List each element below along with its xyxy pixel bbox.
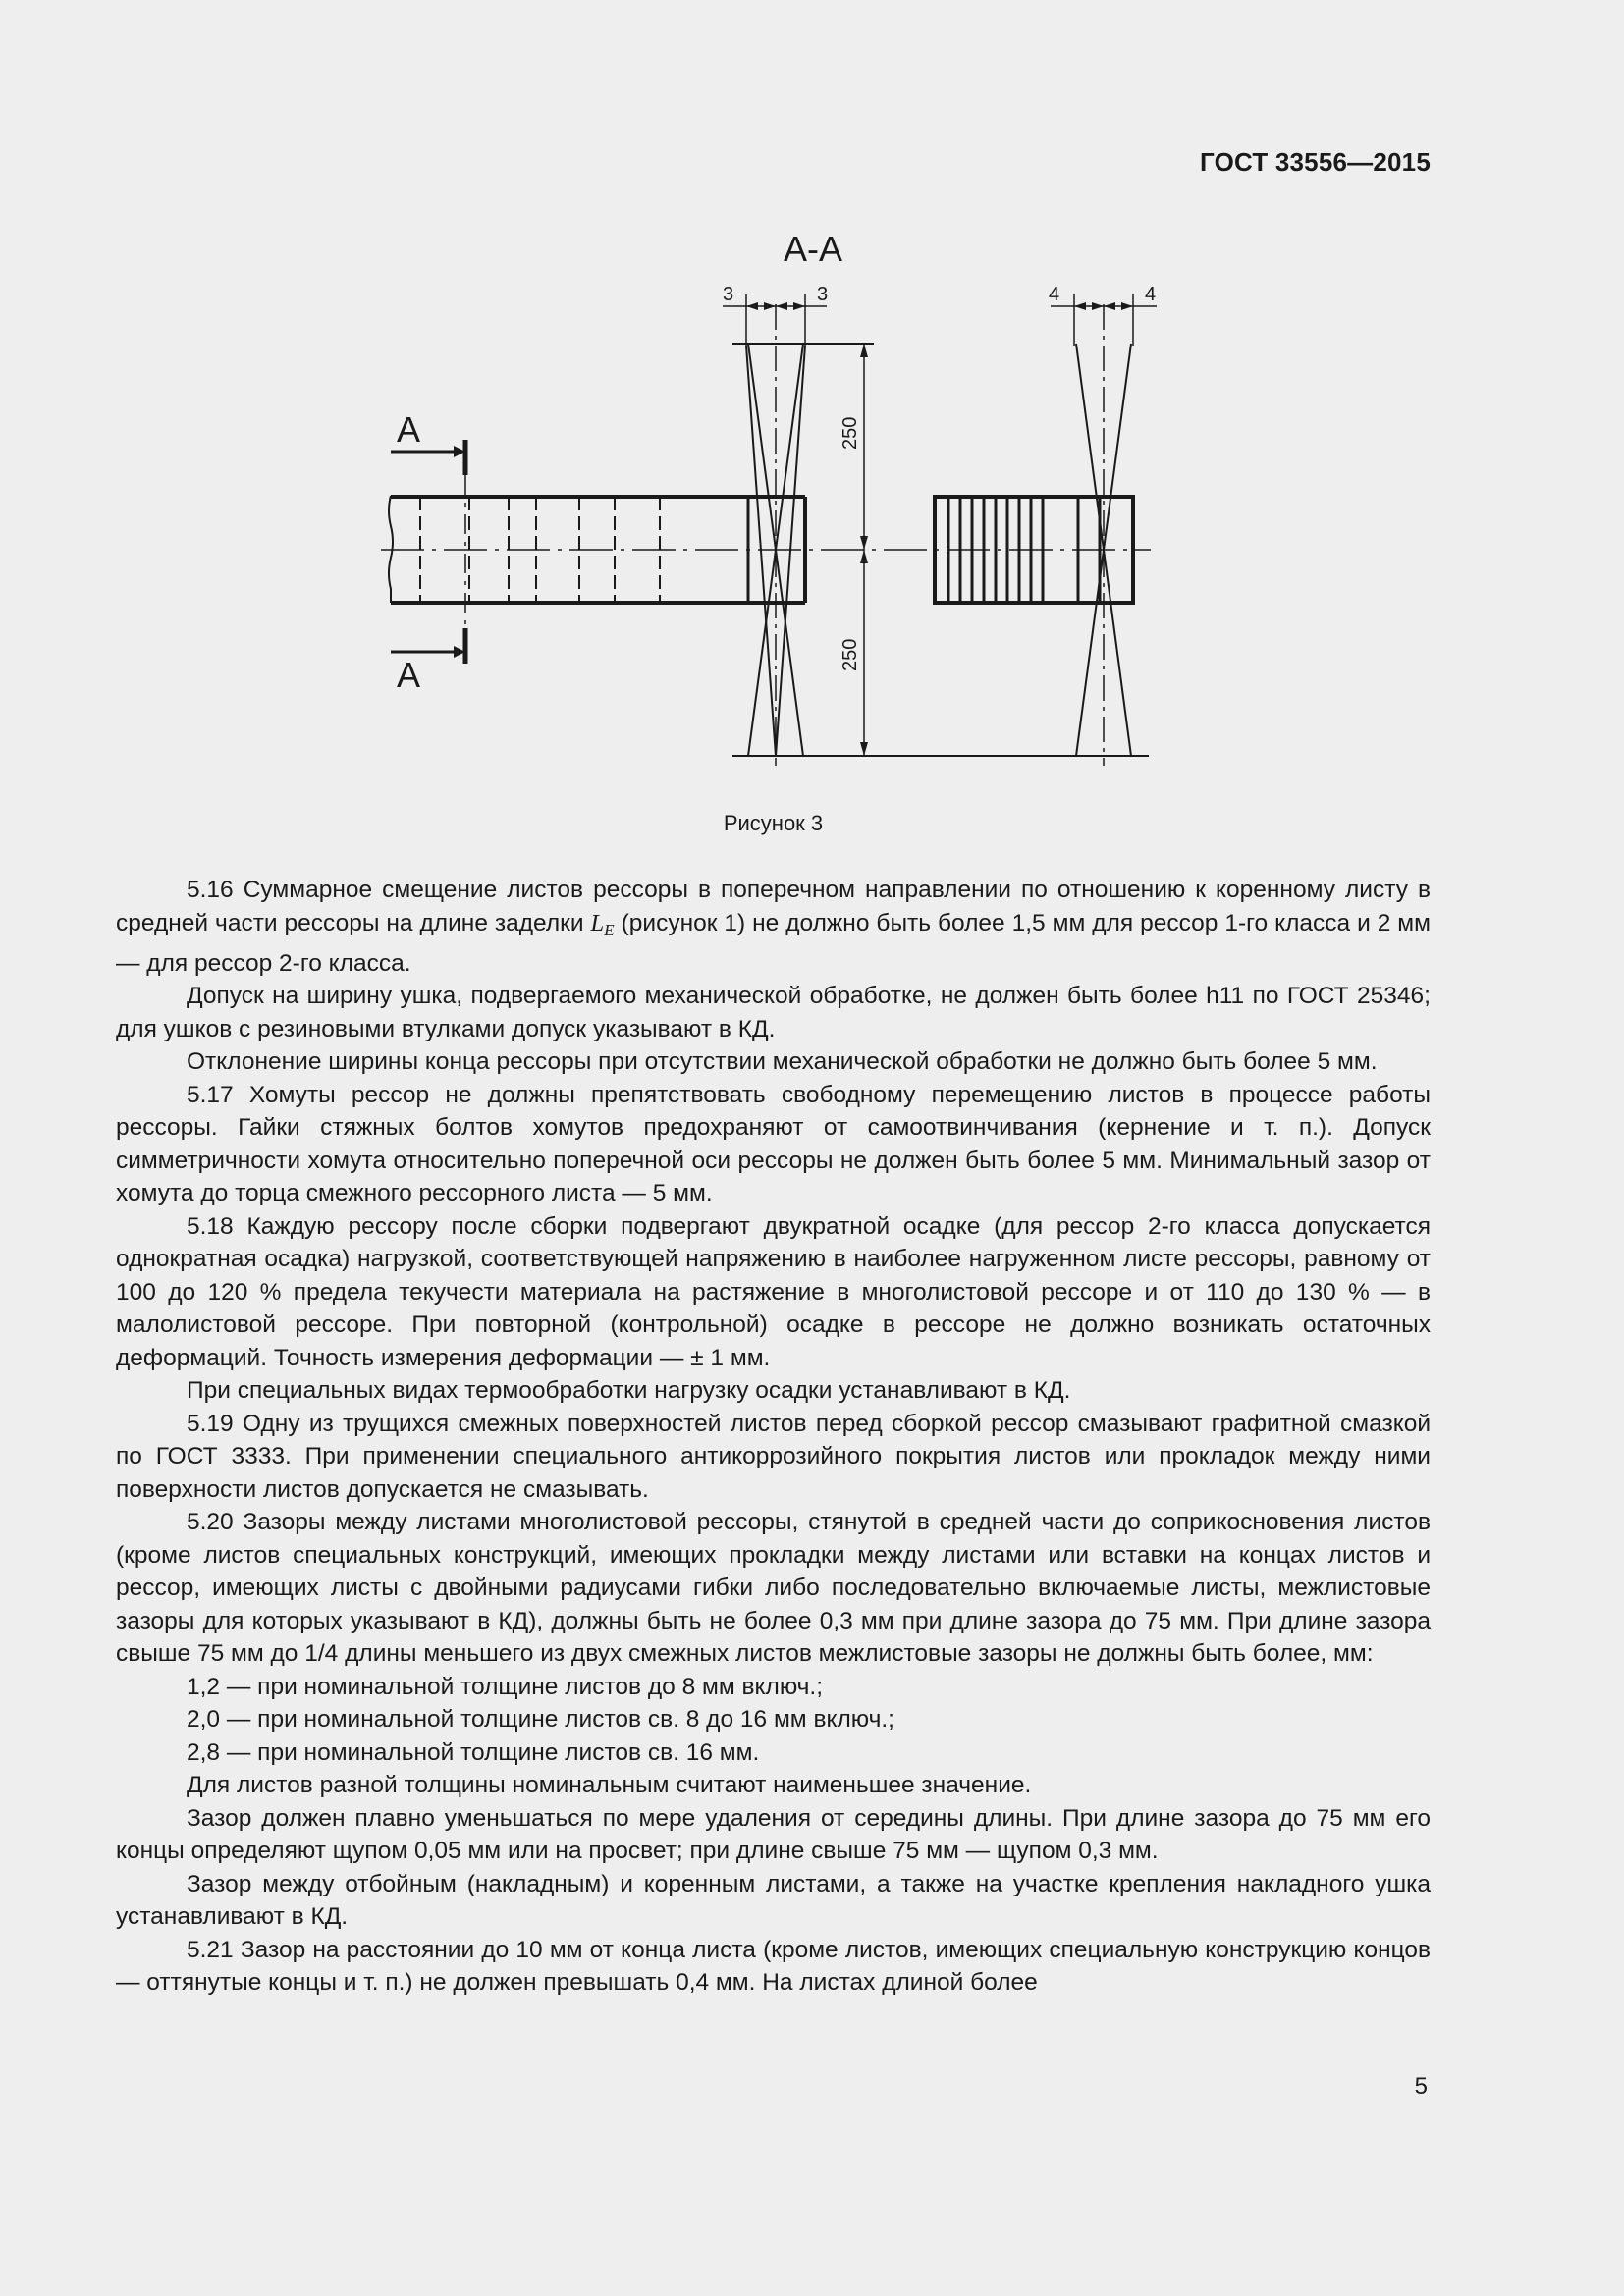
list-item: 2,8 — при номинальной толщине листов св. 16 мм. (187, 1738, 760, 1766)
cut-label-bottom: А (397, 655, 421, 695)
list-item: 1,2 — при номинальной толщине листов до 8 мм включ.; (187, 1673, 824, 1700)
technical-drawing (0, 0, 1624, 785)
dim-right-a: 4 (1049, 284, 1060, 305)
page-number: 5 (1414, 2073, 1428, 2100)
paragraph: Зазор должен плавно уменьшаться по мере удаления от середины длины. При длине зазора до 75 мм его концы определяют щупом 0,05 мм или на просвет; при длине свыше 75 мм — щупом 0,3 мм. (116, 1804, 1431, 1865)
list-item: 2,0 — при номинальной толщине листов св. 8 до 16 мм включ.; (187, 1706, 894, 1734)
paragraph-5-19: 5.19 Одну из трущихся смежных поверхностей листов перед сборкой рессор смазывают графитной смазкой по ГОСТ 3333. При применении специального антикоррозийного покрытия листов или прокладок между ними поверхности листов допускается не смазывать. (116, 1410, 1431, 1503)
paragraph-5-17: 5.17 Хомуты рессор не должны препятствовать свободному перемещению листов в процессе работы рессоры. Гайки стяжных болтов хомутов предохраняют от самоотвинчивания (кернение и т. п.). Допуск симметричности хомута относительно поперечной оси рессоры не должен быть более 5 мм. Минимальный зазор от хомута до торца смежного рессорного листа — 5 мм. (116, 1081, 1431, 1207)
body-text (116, 874, 1431, 2000)
dim-lower: 250 (839, 638, 861, 671)
cut-label-top: А (397, 409, 421, 450)
paragraph: Зазор между отбойным (накладным) и коренным листами, а также на участке крепления накладного ушка устанавливают в КД. (116, 1870, 1431, 1931)
figure-caption: Рисунок 3 (723, 811, 824, 835)
dim-right-b: 4 (1145, 284, 1157, 305)
dim-upper: 250 (839, 416, 861, 450)
paragraph: Допуск на ширину ушка, подвергаемого механической обработке, не должен быть более h11 по ГОСТ 25346; для ушков с резиновыми втулками допуск указывают в КД. (116, 983, 1431, 1042)
paragraph-5-20: 5.20 Зазоры между листами многолистовой рессоры, стянутой в средней части до соприкосновения листов (кроме листов специальных конструкций, имеющих прокладки между листами или вставки на концах листов и рессор, имеющих листы с двойными радиусами гибки либо последовательно включаемые листы, межлистовые зазоры для которых указывают в КД), должны быть не более 0,3 мм при длине зазора до 75 мм. При длине зазора свыше 75 мм до 1/4 длины меньшего из двух смежных листов межлистовые зазоры не должны быть более, мм: (116, 1509, 1431, 1668)
dim-left-a: 3 (723, 284, 734, 305)
dim-left-b: 3 (817, 284, 829, 305)
paragraph-5-16: 5.16 Суммарное смещение листов рессоры в поперечном направлении по отношению к коренному листу в средней части рессоры на длине заделки $L_E$ (рисунок 1) не должно быть более 1,5 мм для рессор 1-го класса и 2 мм — для рессор 2-го класса. (116, 877, 1431, 977)
paragraph-5-18: 5.18 Каждую рессору после сборки подвергают двукратной осадке (для рессор 2-го класса допускается однократная осадка) нагрузкой, соответствующей напряжению в наиболее нагруженном листе рессоры, равному от 100 до 120 % предела текучести материала на растяжение в многолистовой рессоре и от 110 до 130 % — в малолистовой рессоре. При повторной (контрольной) осадке в рессоре не должно возникать остаточных деформаций. Точность измерения деформации — ± 1 мм. (116, 1212, 1431, 1371)
paragraph: При специальных видах термообработки нагрузку осадки устанавливают в КД. (187, 1377, 1071, 1405)
paragraph-5-21: 5.21 Зазор на расстоянии до 10 мм от конца листа (кроме листов, имеющих специальную конструкцию концов — оттянутые концы и т. п.) не должен превышать 0,4 мм. На листах длиной более (116, 1936, 1431, 1997)
paragraph: Отклонение ширины конца рессоры при отсутствии механической обработки не должно быть более 5 мм. (187, 1048, 1378, 1076)
figure-3 (0, 0, 1624, 785)
paragraph: Для листов разной толщины номинальным считают наименьшее значение. (187, 1772, 1032, 1799)
document-header: ГОСТ 33556—2015 (1200, 147, 1431, 177)
section-label: А-А (784, 229, 843, 269)
